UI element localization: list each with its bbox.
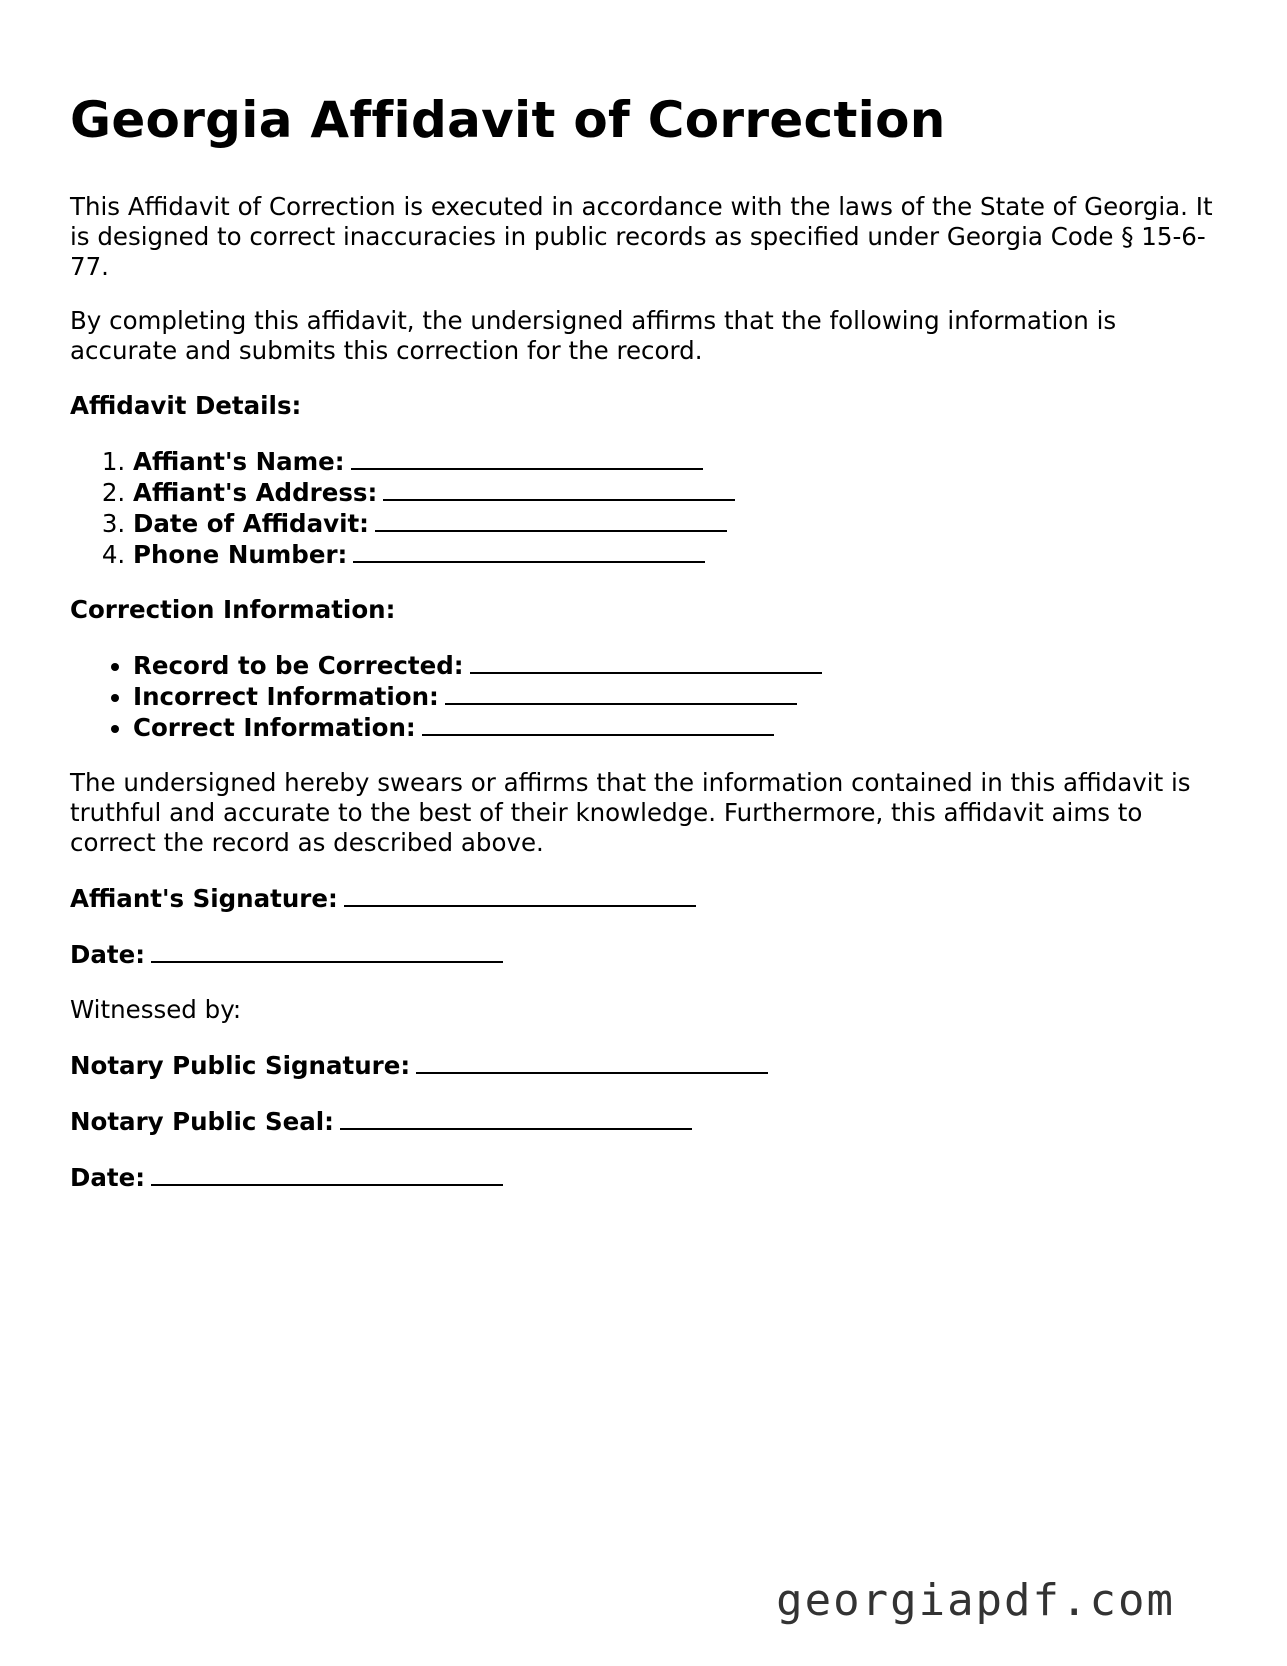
incorrect-information-field[interactable] bbox=[445, 681, 797, 705]
list-item bbox=[133, 650, 1220, 681]
intro-paragraph-1: This Affidavit of Correction is executed in accordance with the laws of the State of Georgia. It is designed to correct inaccuracies in public records as specified under Georgia Code § 15-6-77. bbox=[70, 192, 1213, 281]
list-item bbox=[133, 712, 1220, 743]
date-of-affidavit-field[interactable] bbox=[375, 508, 727, 532]
list-item bbox=[133, 539, 1220, 570]
date-line bbox=[70, 939, 1220, 970]
correct-information-field[interactable] bbox=[422, 712, 774, 736]
notary-date-field[interactable] bbox=[151, 1162, 503, 1186]
field-label: Affiant's Name: bbox=[133, 447, 345, 476]
list-item bbox=[133, 446, 1220, 477]
field-label: Date: bbox=[70, 940, 145, 969]
field-label: Phone Number: bbox=[133, 540, 348, 569]
affiant-name-field[interactable] bbox=[351, 446, 703, 470]
field-label: Record to be Corrected: bbox=[133, 651, 464, 680]
list-item bbox=[133, 508, 1220, 539]
notary-signature-line bbox=[70, 1050, 1220, 1081]
field-label: Notary Public Signature: bbox=[70, 1051, 411, 1080]
affidavit-details-heading: Affidavit Details: bbox=[70, 391, 302, 420]
correction-information-list bbox=[70, 650, 1220, 743]
notary-date-line bbox=[70, 1162, 1220, 1193]
field-label: Affiant's Signature: bbox=[70, 884, 338, 913]
document-title: Georgia Affidavit of Correction bbox=[70, 91, 946, 149]
field-label: Date: bbox=[70, 1163, 145, 1192]
notary-signature-field[interactable] bbox=[416, 1050, 768, 1074]
affiant-signature-line bbox=[70, 883, 1220, 914]
witnessed-by-label: Witnessed by: bbox=[70, 995, 242, 1024]
record-to-be-corrected-field[interactable] bbox=[470, 650, 822, 674]
field-label: Correct Information: bbox=[133, 713, 416, 742]
affiant-address-field[interactable] bbox=[383, 477, 735, 501]
affidavit-details-list bbox=[70, 446, 1220, 570]
intro-paragraph-2: By completing this affidavit, the undersigned affirms that the following information is accurate and submits this correction for the record. bbox=[70, 306, 1117, 365]
field-label: Notary Public Seal: bbox=[70, 1107, 334, 1136]
watermark: georgiapdf.com bbox=[776, 1575, 1175, 1626]
list-item bbox=[133, 681, 1220, 712]
list-item bbox=[133, 477, 1220, 508]
document-page bbox=[70, 0, 1220, 1193]
closing-paragraph: The undersigned hereby swears or affirms that the information contained in this affidavit is truthful and accurate to the best of their knowledge. Furthermore, this affidavit aims to correct the record as described above. bbox=[70, 768, 1191, 857]
notary-seal-field[interactable] bbox=[340, 1106, 692, 1130]
field-label: Date of Affidavit: bbox=[133, 509, 369, 538]
phone-number-field[interactable] bbox=[353, 539, 705, 563]
field-label: Affiant's Address: bbox=[133, 478, 378, 507]
notary-seal-line bbox=[70, 1106, 1220, 1137]
correction-information-heading: Correction Information: bbox=[70, 595, 396, 624]
affiant-signature-field[interactable] bbox=[344, 883, 696, 907]
field-label: Incorrect Information: bbox=[133, 682, 439, 711]
date-field[interactable] bbox=[151, 939, 503, 963]
